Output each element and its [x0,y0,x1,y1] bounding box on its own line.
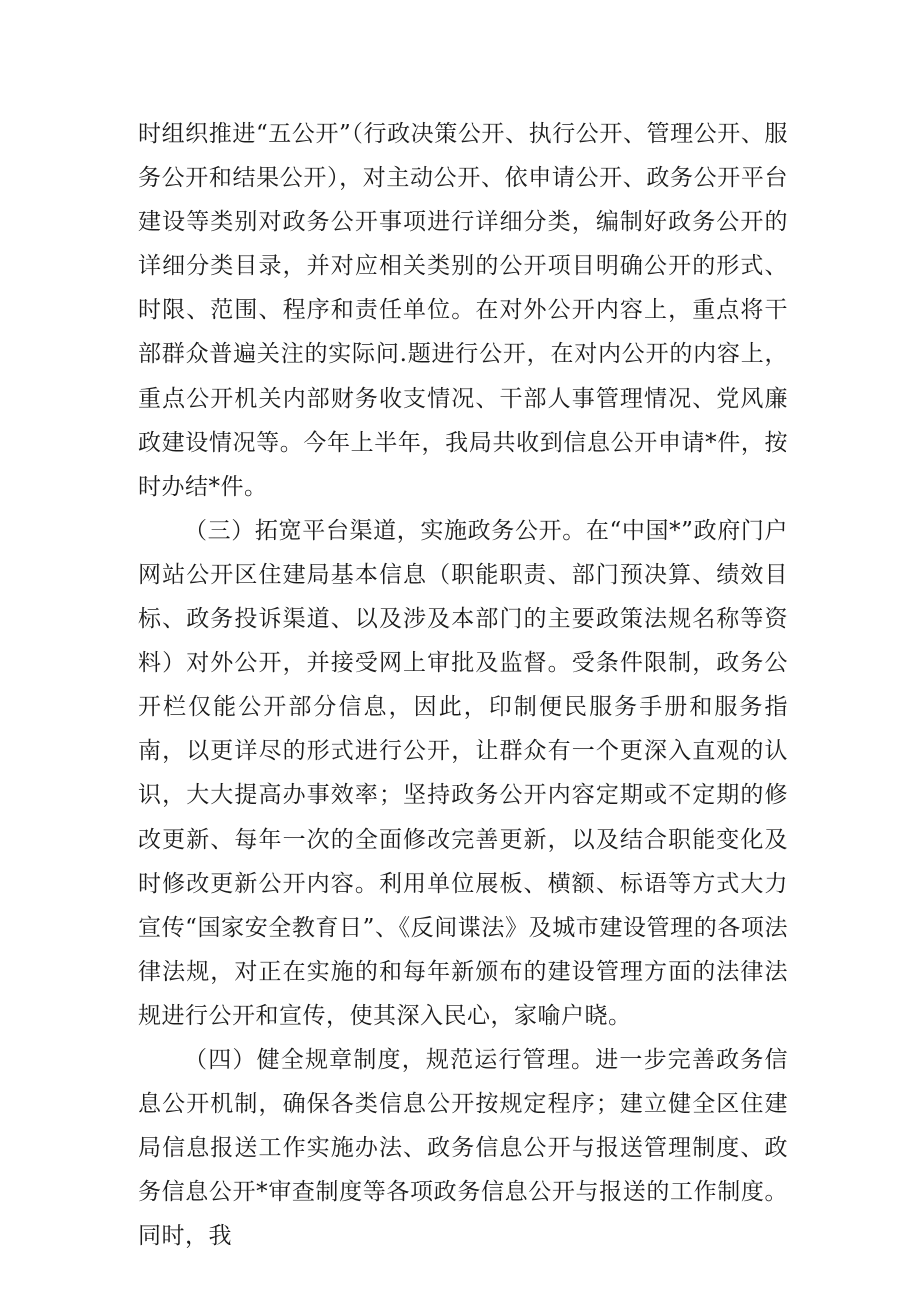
paragraph-section-three: （三）拓宽平台渠道，实施政务公开。在“中国*”政府门户网站公开区住建局基本信息（职能职责、部门预决算、绩效目标、政务投诉渠道、以及涉及本部门的主要政策法规名称等资料）对外公开，并接受网上审批及监督。受条件限制，政务公开栏仅能公开部分信息，因此，印制便民服务手册和服务指南，以更详尽的形式进行公开，让群众有一个更深入直观的认识，大大提高办事效率；坚持政务公开内容定期或不定期的修改更新、每年一次的全面修改完善更新，以及结合职能变化及时修改更新公开内容。利用单位展板、横额、标语等方式大力宣传“国家安全教育日”、《反间谍法》及城市建设管理的各项法律法规，对正在实施的和每年新颁布的建设管理方面的法律法规进行公开和宣传，使其深入民心，家喻户晓。 [138,517,788,1029]
paragraph-continuation: 时组织推进“五公开”（行政决策公开、执行公开、管理公开、服务公开和结果公开），对主动公开、依申请公开、政务公开平台建设等类别对政务公开事项进行详细分类，编制好政务公开的详细分类目录，并对应相关类别的公开项目明确公开的形式、时限、范围、程序和责任单位。在对外公开内容上，重点将干部群众普遍关注的实际问.题进行公开，在对内公开的内容上，重点公开机关内部财务收支情况、干部人事管理情况、党风廉政建设情况等。今年上半年，我局共收到信息公开申请*件，按时办结*件。 [138,121,788,500]
paragraph-section-four: （四）健全规章制度，规范运行管理。进一步完善政务信息公开机制，确保各类信息公开按规定程序；建立健全区住建局信息报送工作实施办法、政务信息公开与报送管理制度、政务信息公开*审查制度等各项政务信息公开与报送的工作制度。同时，我 [138,1046,788,1250]
document-body [138,112,788,1258]
